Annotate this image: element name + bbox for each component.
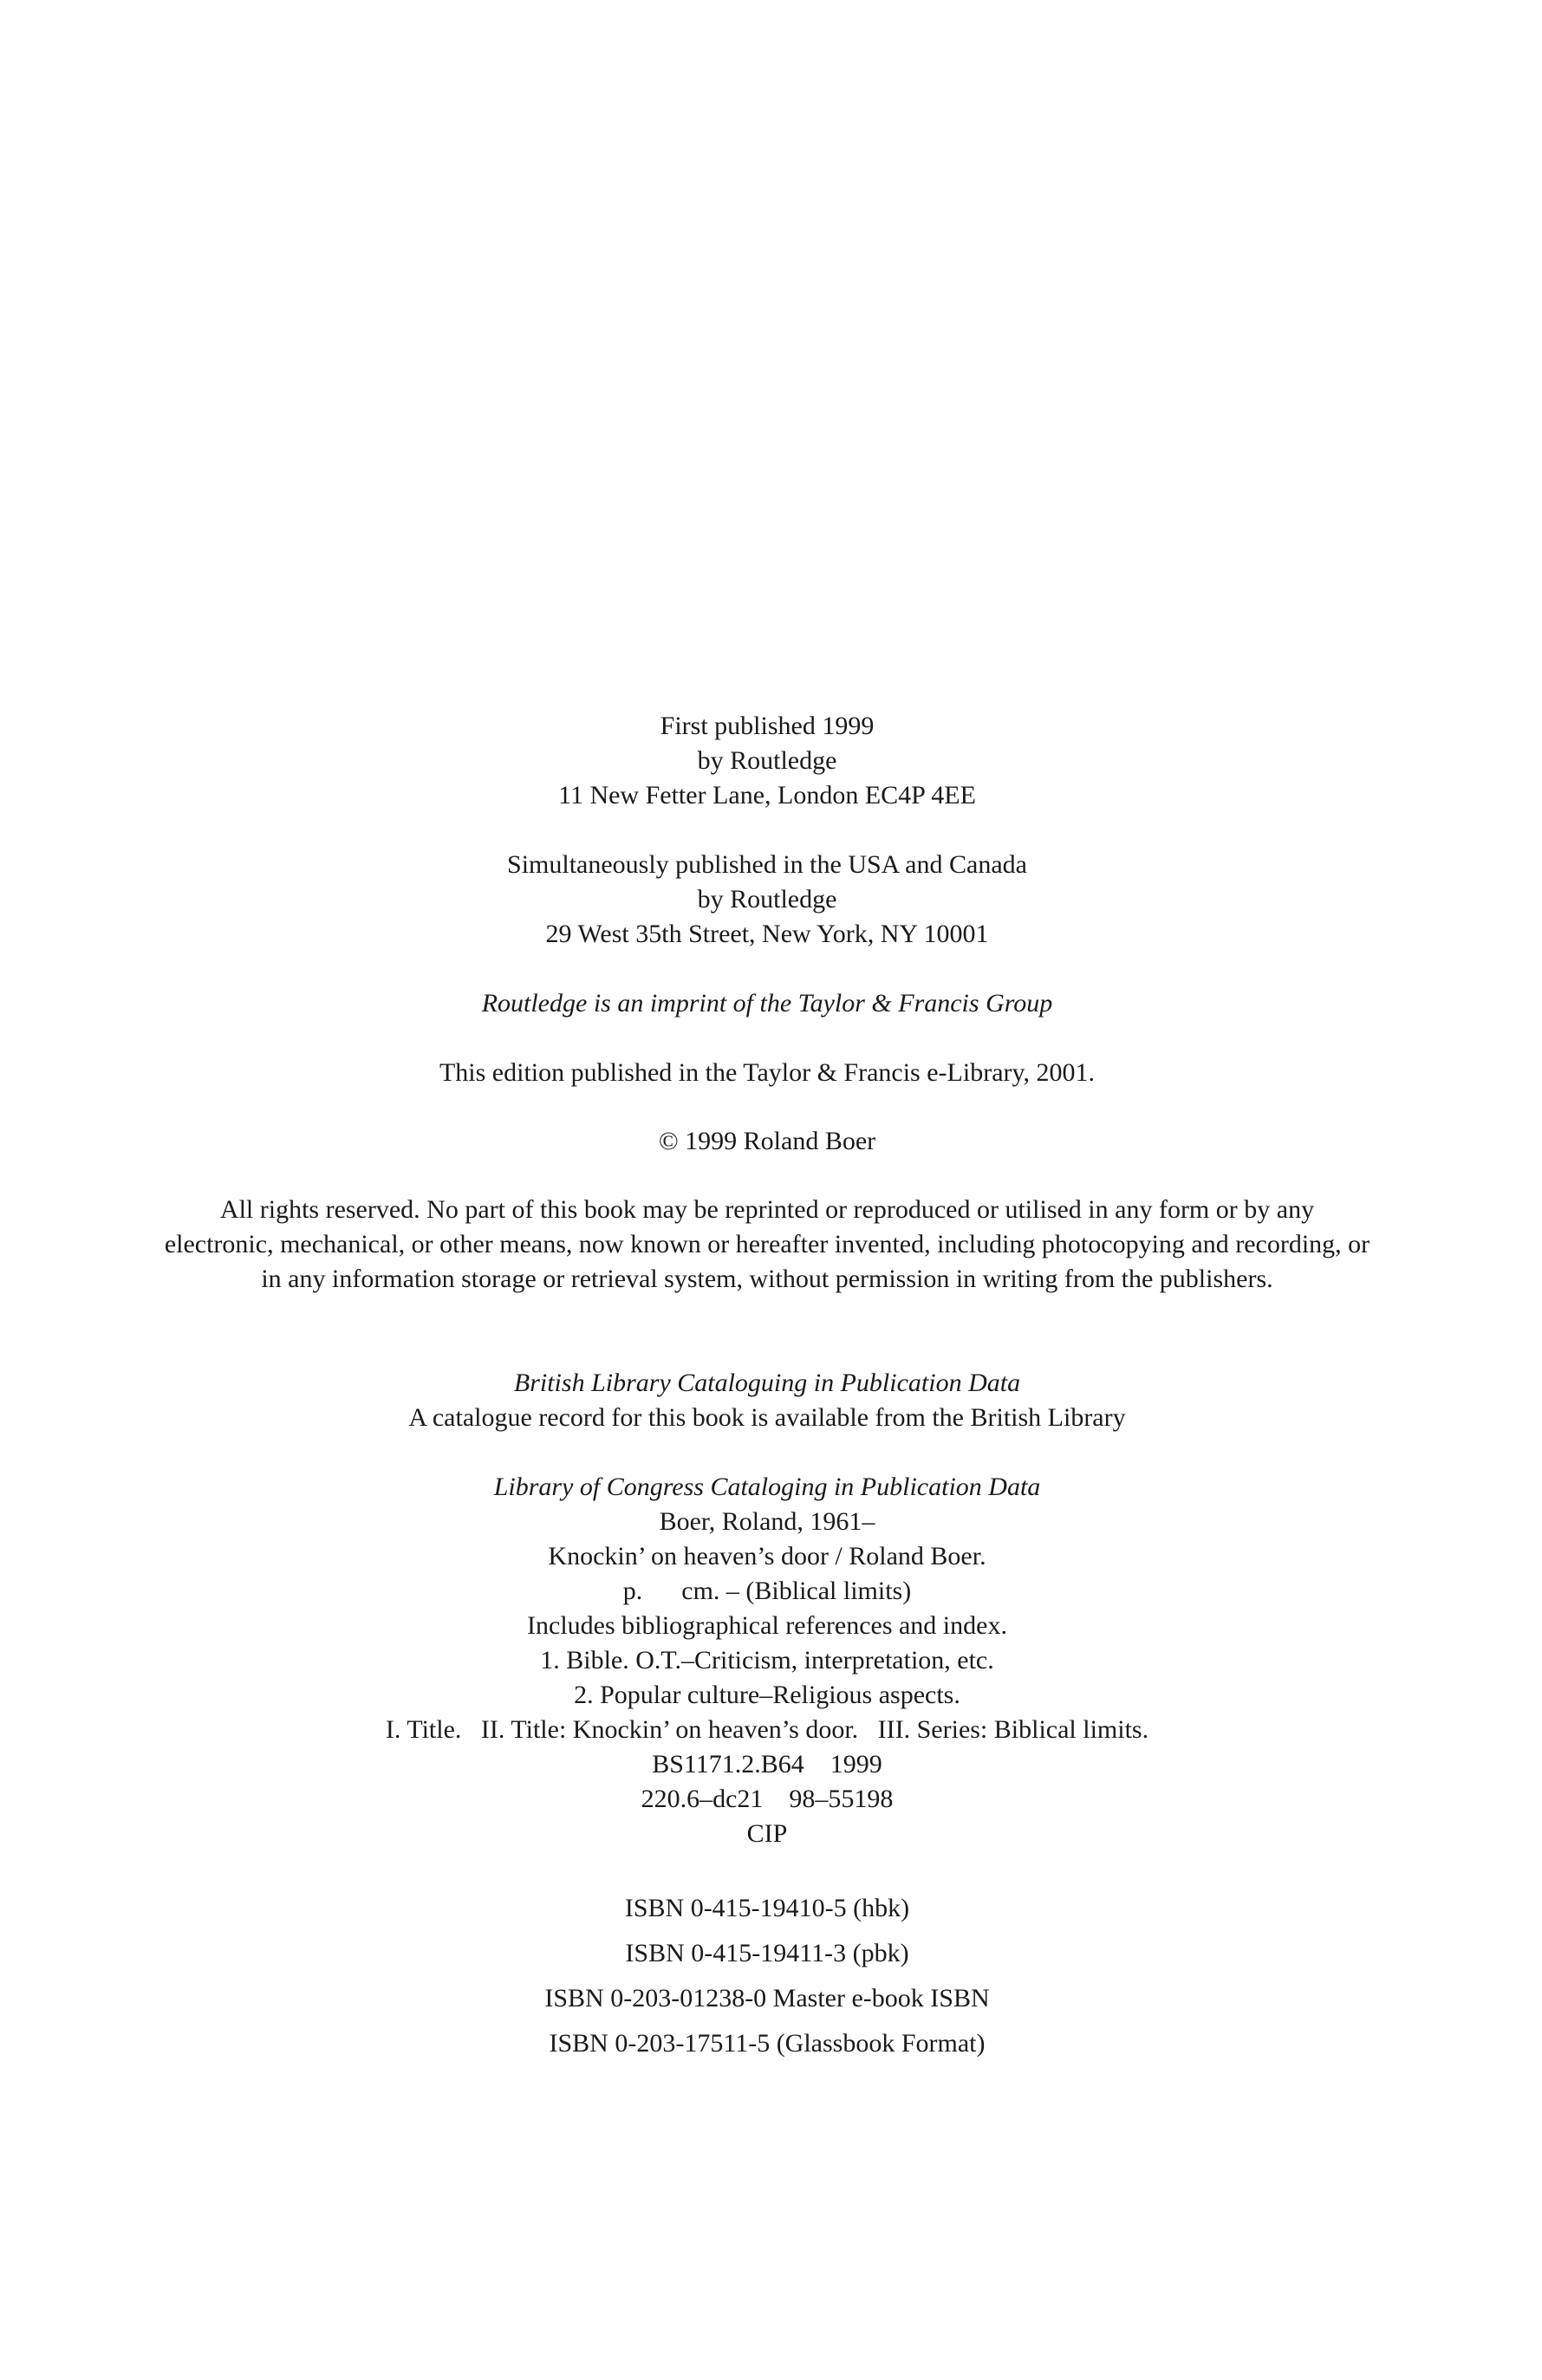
edition-line: This edition published in the Taylor & Francis e-Library, 2001. [439,1058,1096,1087]
loc-line: Boer, Roland, 1961– [659,1507,875,1536]
simultaneous-line: Simultaneously published in the USA and Canada [507,850,1027,879]
first-published: First published 1999 [660,712,875,740]
imprint-statement [156,986,1378,1021]
loc-line: Includes bibliographical references and index. [527,1611,1007,1640]
simultaneous-address: 29 West 35th Street, New York, NY 10001 [545,920,989,948]
loc-line: 1. Bible. O.T.–Criticism, interpretation, etc. [540,1646,994,1674]
loc-heading: Library of Congress Cataloging in Publication Data [493,1473,1041,1501]
isbn-line: ISBN 0-415-19410-5 (hbk) [624,1894,910,1922]
copyright-line: © 1999 Roland Boer [658,1127,876,1155]
loc-line: 2. Popular culture–Religious aspects. [574,1681,960,1709]
imprint-line: Routledge is an imprint of the Taylor & Francis Group [481,989,1053,1018]
loc-cip [156,1470,1378,1851]
publication-info [156,709,1378,813]
loc-line: Knockin’ on heaven’s door / Roland Boer. [548,1542,986,1570]
british-library-cip [156,1366,1378,1435]
isbn-line: ISBN 0-203-17511-5 (Glassbook Format) [549,2029,986,2058]
loc-line: p. cm. – (Biblical limits) [622,1577,912,1605]
copyright-notice [156,1124,1378,1159]
loc-line: I. Title. II. Title: Knockin’ on heaven’s door. III. Series: Biblical limits. [385,1715,1149,1744]
loc-line: BS1171.2.B64 1999 [652,1750,882,1778]
simultaneous-by: by Routledge [697,885,837,914]
isbn-list [156,1886,1378,2066]
publisher-by: by Routledge [697,746,837,775]
simultaneous-publication [156,848,1378,952]
loc-line: 220.6–dc21 98–55198 [641,1785,894,1813]
loc-line: CIP [746,1819,788,1848]
publisher-address: 11 New Fetter Lane, London EC4P 4EE [558,781,976,810]
edition-statement [156,1056,1378,1090]
rights-paragraph: All rights reserved. No part of this book may be reprinted or reproduced or utilised in any form or by any electronic, mechanical, or other means, now known or hereafter invented, including photocopying and recording, or in any information storage or retrieval system, without permission in writing from the publishers. [164,1195,1370,1293]
isbn-line: ISBN 0-203-01238-0 Master e-book ISBN [544,1984,990,2013]
british-library-text: A catalogue record for this book is available from the British Library [408,1403,1126,1432]
rights-notice [156,1193,1378,1297]
british-library-heading: British Library Cataloguing in Publication Data [513,1369,1021,1397]
isbn-line: ISBN 0-415-19411-3 (pbk) [625,1939,909,1967]
